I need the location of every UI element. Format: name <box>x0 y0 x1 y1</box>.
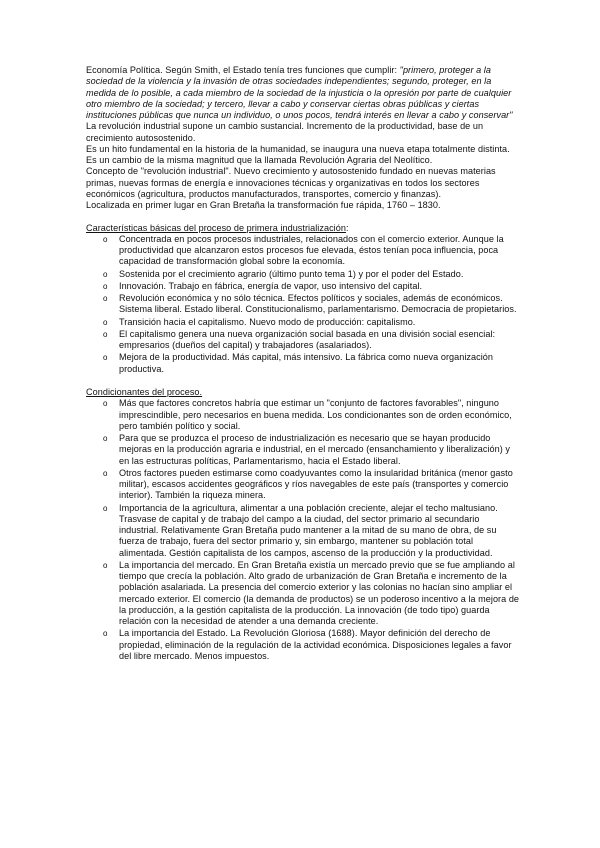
bullet-icon: o <box>103 503 108 513</box>
section-heading-condicionantes <box>86 387 520 398</box>
bullet-icon: o <box>103 468 108 478</box>
intro-lead: Economía Política. Según Smith, el Estado tenía tres funciones que cumplir: <box>86 65 400 75</box>
bullet-icon: o <box>103 234 108 244</box>
bullet-icon: o <box>103 269 108 279</box>
list-item: o Transición hacia el capitalismo. Nuevo modo de producción: capitalismo. <box>103 316 416 327</box>
section-heading-text: Características básicas del proceso de primera industrialización <box>86 222 346 233</box>
list-item: o La importancia del mercado. En Gran Bretaña existía un mercado previo que se fue ampliando al tiempo que crecía la población. Alto grado de urbanización de Gran Bretaña e incremento de la población asalariada. La presencia del comercio exterior y las colonias no hacían sino ampliar el mercado exterior. El comercio (la demanda de productos) se un poderoso incentivo a la mejora de la producción, a la gestión capitalista de la producción. La innovación (de todo tipo) guarda relación con la necesidad de atender a una demanda creciente. <box>103 559 520 626</box>
bullet-icon: o <box>103 329 108 339</box>
section-heading-text: Condicionantes del proceso. <box>86 387 203 397</box>
list-item: o Mejora de la productividad. Más capital, más intensivo. La fábrica como nueva organización productiva. <box>103 352 494 374</box>
list-item: o Revolución económica y no sólo técnica. Efectos políticos y sociales, además de económicos. Sistema liberal. Estado liberal. Constitucionalismo, parlamentarismo. Democracia de propietarios. <box>103 293 517 315</box>
bullet-icon: o <box>103 281 108 291</box>
intro-paragraph <box>86 65 520 121</box>
list-item: o Más que factores concretos habría que estimar un "conjunto de factores favorables", ninguno imprescindible, pero necesarios en buena medida. Los condicionantes son de orden económico, pero también político y social. <box>103 398 512 431</box>
list-item: o Para que se produzca el proceso de industrialización es necesario que se hayan producido mejoras en la producción agraria e industrial, en el mercado (ensanchamiento y liberalización) y en las estructuras políticas, Parlamentarismo, hacia el Estado liberal. <box>103 433 510 466</box>
section-heading-caracteristicas: Características básicas del proceso de primera industrialización: <box>86 222 349 233</box>
list-item: o El capitalismo genera una nueva organización social basada en una división social esencial: empresarios (dueños del capital) y trabajadores (asalariados). <box>103 328 496 350</box>
paragraph-revolucion: La revolución industrial supone un cambio sustancial. Incremento de la productividad, base de un crecimiento autosostenido. <box>86 121 484 143</box>
list-item: o Concentrada en pocos procesos industriales, relacionados con el comercio exterior. Aunque la productividad que alcanzaron estos procesos fue elevada, éstos tenían poca influencia, poca capacidad de transformación global sobre la economía. <box>103 233 504 267</box>
caracteristicas-list <box>86 234 520 375</box>
list-item: o La importancia del Estado. La Revolución Gloriosa (1688). Mayor definición del derecho de propiedad, eliminación de la regulación de la actividad económica. Disposiciones legales a favor del libre mercado. Menos impuestos. <box>103 628 512 661</box>
list-item: o Sostenida por el crecimiento agrario (último punto tema 1) y por el poder del Estado. <box>103 268 464 279</box>
condicionantes-list <box>86 398 520 662</box>
paragraph-hito: Es un hito fundamental en la historia de la humanidad, se inaugura una nueva etapa totalmente distinta. Es un cambio de la misma magnitud que la llamada Revolución Agraria del Neolítico. <box>86 143 510 165</box>
list-item: o Importancia de la agricultura, alimentar a una población creciente, alejar el techo maltusiano. Trasvase de capital y de trabajo del campo a la ciudad, del sector primario al secundario industrial. Relativamente Gran Bretaña pudo mantener a la mitad de su mano de obra, de su fuerza de trabajo, fuera del sector primario y, sin embargo, mantener su población total alimentada. Gestión capitalista de los campos, ascenso de la producción y la productividad. <box>103 502 498 558</box>
bullet-icon: o <box>103 317 108 327</box>
bullet-icon: o <box>103 560 108 570</box>
bullet-icon: o <box>103 399 108 409</box>
bullet-icon: o <box>103 434 108 443</box>
list-item: o Otros factores pueden estimarse como coadyuvantes como la insularidad británica (menor gasto militar), escasos accidentes geográficos y ríos navegables de este país (transportes y comercio interior). También la riqueza minera. <box>103 467 513 501</box>
smith-quote: "primero, proteger a la sociedad de la violencia y la invasión de otras sociedades independientes; segundo, proteger, en la medida de lo posible, a cada miembro de la sociedad de la injusticia o la opresión por parte de cualquier otro miembro de la sociedad; y tercero, llevar a cabo y conservar ciertas obras públicas y ciertas instituciones públicas que nunca un individuo, o unos pocos, tendrá interés en llevar a cabo y conservar" <box>86 65 513 120</box>
bullet-icon: o <box>103 294 108 303</box>
bullet-icon: o <box>103 629 108 639</box>
paragraph-concepto: Concepto de "revolución industrial". Nuevo crecimiento y autosostenido fundado en nuevas materias primas, nuevas formas de energía e innovaciones técnicas y organizativas en todos los sectores económicos (agricultura, productos manufacturados, transportes, comercio y finanzas). <box>86 166 496 199</box>
bullet-icon: o <box>103 353 108 363</box>
paragraph-localizada: Localizada en primer lugar en Gran Bretaña la transformación fue rápida, 1760 – 1830. <box>86 200 441 210</box>
list-item: o Innovación. Trabajo en fábrica, energía de vapor, uso intensivo del capital. <box>103 280 423 291</box>
